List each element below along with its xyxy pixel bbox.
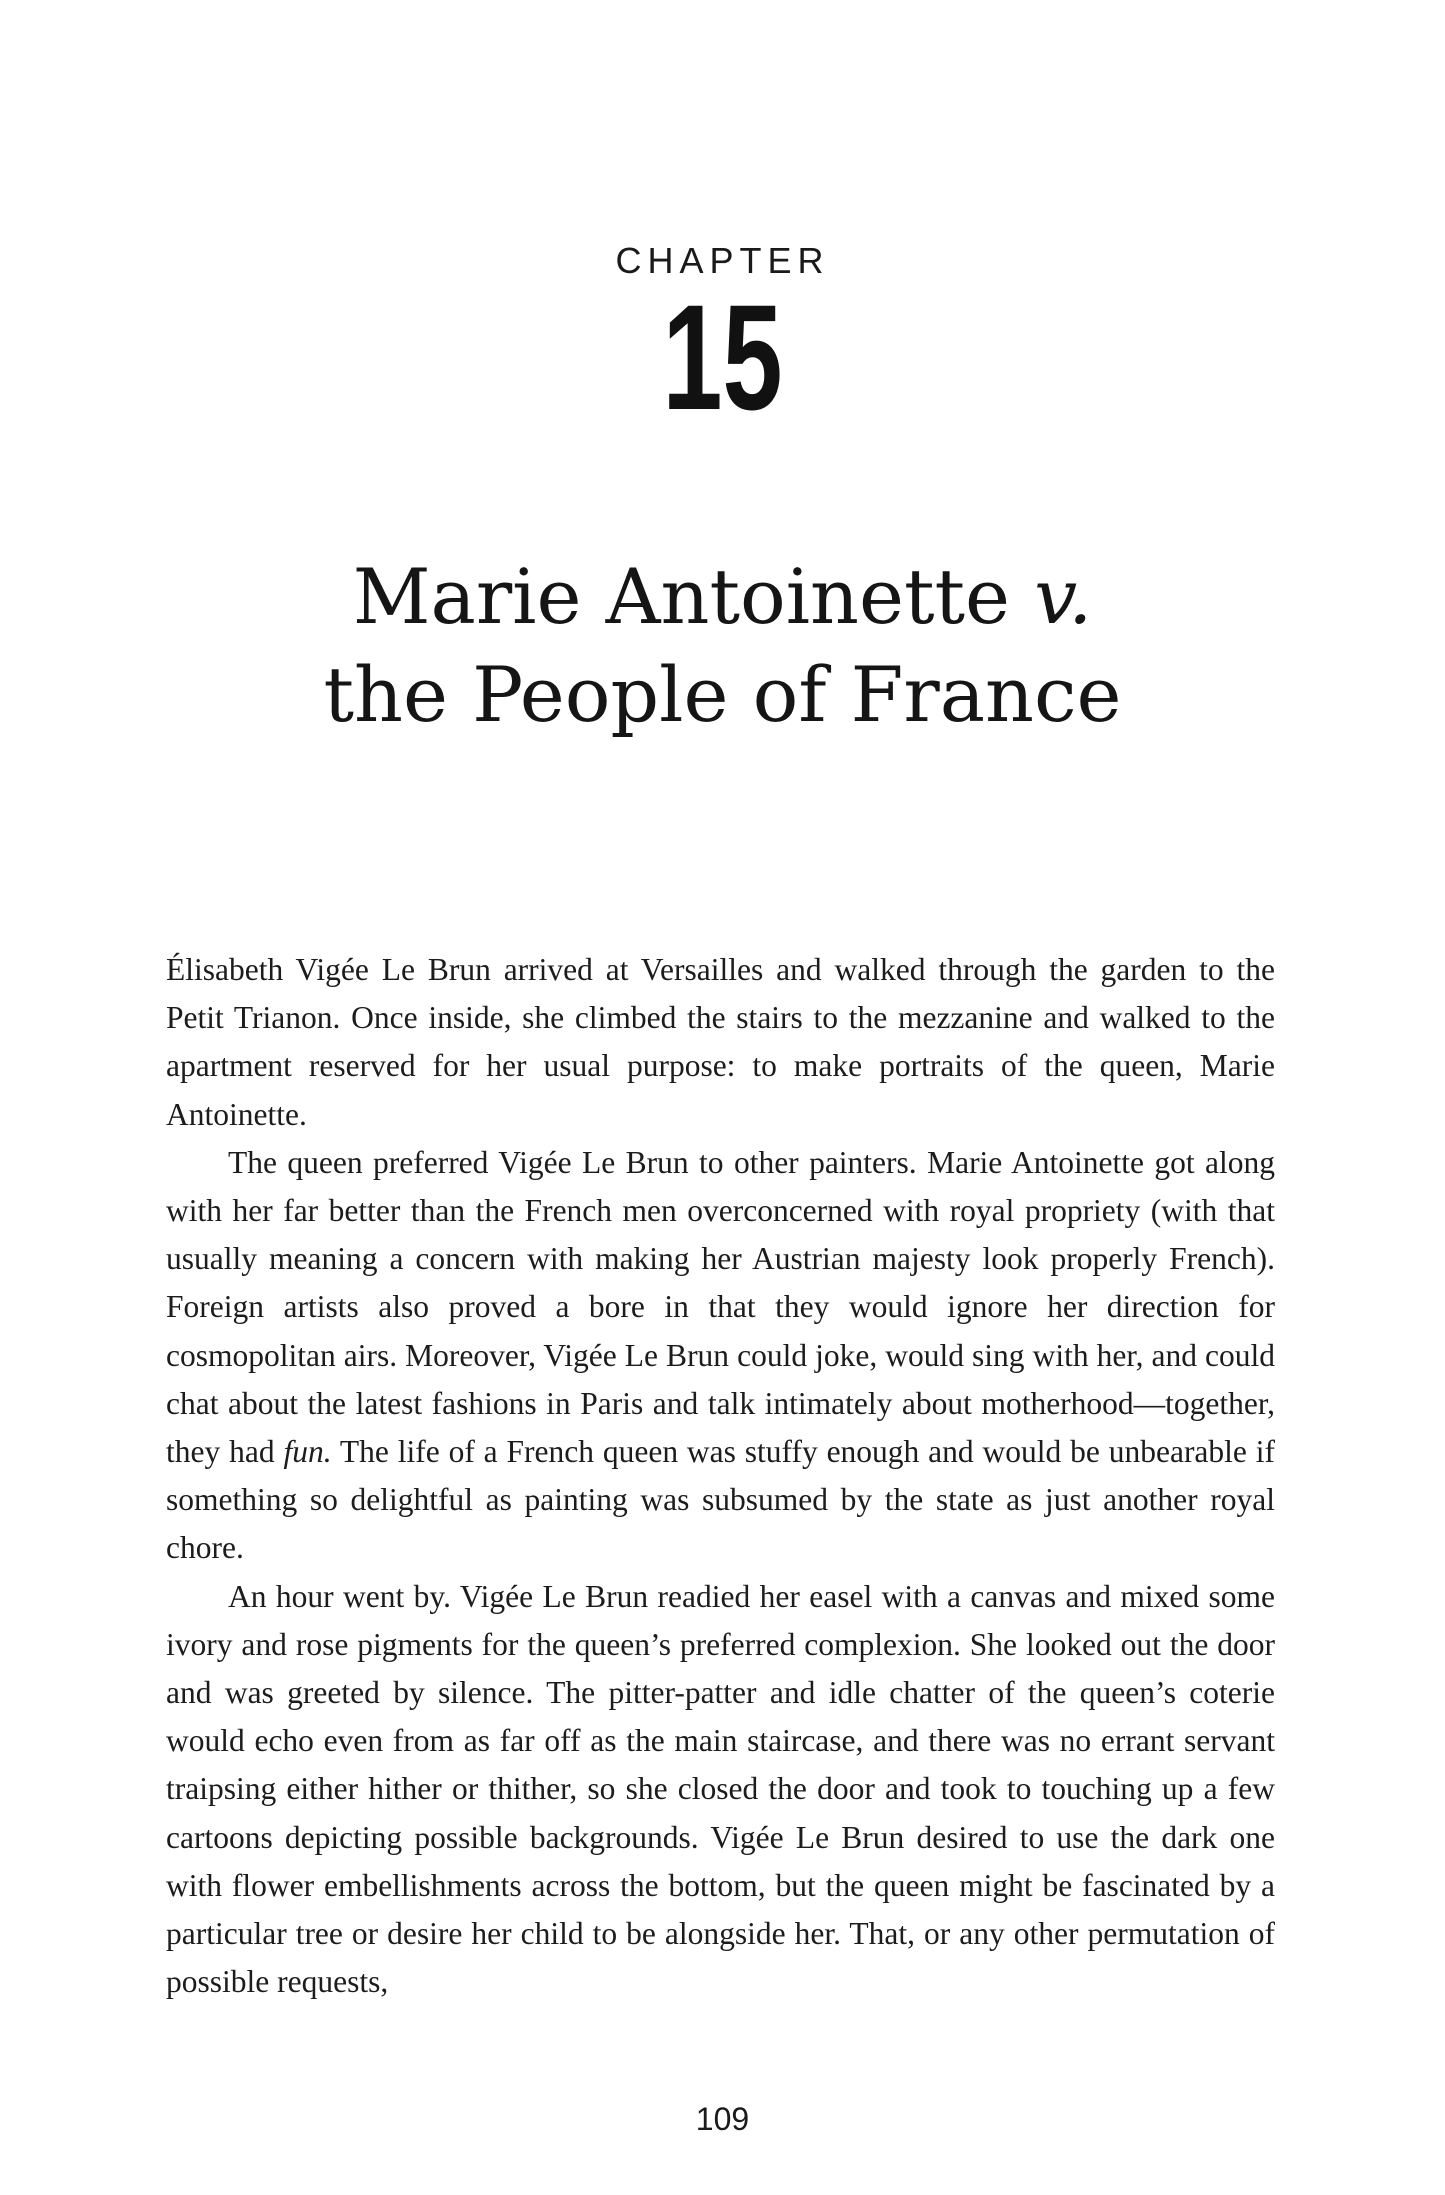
paragraph-2-text-b: The life of a French queen was stuffy enough and would be unbearable if something so delightful as painting was subsumed by the state as just another royal chore. [166,1434,1275,1566]
chapter-title-line-2: the People of France [323,650,1122,739]
chapter-title-main: Marie Antoinette [352,552,1035,641]
paragraph-2-text-a: The queen preferred Vigée Le Brun to other painters. Marie Antoinette got along with her far better than the French men overconcerned with royal propriety (with that usually meaning a concern with making her Austrian majesty look properly French). Foreign artists also proved a bore in that they would ignore her direction for cosmopolitan airs. Moreover, Vigée Le Brun could joke, would sing with her, and could chat about the latest fashions in Paris and talk intimately about motherhood—together, they had [166,1144,1275,1470]
chapter-body [166,946,1275,2006]
paragraph-1: Élisabeth Vigée Le Brun arrived at Versailles and walked through the garden to the Petit Trianon. Once inside, she climbed the stairs to the mezzanine and walked to the apartment reserved for her usual purpose: to make portraits of the queen, Marie Antoinette. [166,952,1275,1132]
paragraph-3: An hour went by. Vigée Le Brun readied her easel with a canvas and mixed some ivory and rose pigments for the queen’s preferred complexion. She looked out the door and was greeted by silence. The pitter-patter and idle chatter of the queen’s coterie would echo even from as far off as the main staircase, and there was no errant servant traipsing either hither or thither, so she closed the door and took to touching up a few cartoons depicting possible backgrounds. Vigée Le Brun desired to use the dark one with flower embellishments across the bottom, but the queen might be fascinated by a particular tree or desire her child to be alongside her. That, or any other permutation of possible requests, [166,1578,1275,2000]
chapter-label: CHAPTER [615,240,830,281]
page-number: 109 [695,2101,750,2137]
paragraph-2-emphasis: fun. [283,1434,332,1470]
paragraph-2 [166,1139,1275,1573]
chapter-title-versus: v. [1034,552,1093,641]
chapter-title [0,548,1445,744]
chapter-number: 15 [662,273,783,441]
chapter-title-line-1 [0,548,1445,646]
